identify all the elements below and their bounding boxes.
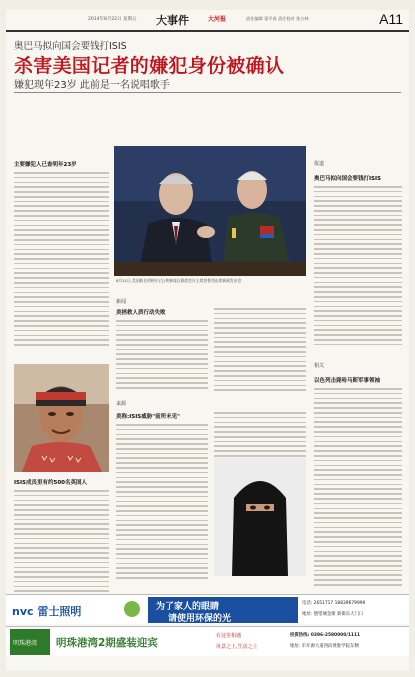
- editor-credits: 责任编辑 梁平春 责任校对 张万林: [246, 16, 309, 21]
- right-column-text-1: [314, 186, 402, 349]
- center-section2-title: 美称:ISIS威胁"前所未见": [116, 414, 180, 420]
- nvc-slogan-box: [148, 597, 298, 623]
- officials-photo: [114, 146, 306, 276]
- ad2-phone: 投资热线: 0396-2580000/1111: [290, 633, 361, 638]
- center-text-col-a: [116, 320, 208, 392]
- leaf-logo-icon: [124, 601, 140, 617]
- ad1-phone: 电话: 2651717 18839679999: [302, 601, 366, 606]
- paper-logo: 大河报: [208, 16, 227, 23]
- right-label-1: 报道: [314, 161, 325, 167]
- suspect-portrait: [14, 364, 109, 472]
- slogan-line-2: 请使用环保的光: [168, 614, 232, 624]
- right-title-1: 奥巴马拟向国会要钱打ISIS: [314, 176, 382, 182]
- center-text-col-c: [116, 424, 208, 582]
- left-column-title-2: ISIS成员里有约500名英国人: [14, 480, 87, 486]
- masked-suspect-photo: [214, 458, 306, 576]
- center-text-col-b: [214, 308, 306, 394]
- page-number: A11: [379, 11, 403, 27]
- left-column-text-top: [14, 172, 109, 349]
- left-column-title: 主要嫌犯人已查明年23岁: [14, 162, 77, 168]
- ad-banner-pearl[interactable]: [6, 626, 409, 656]
- ad2-address: 地址: 市开源大道西段黄淮学院东侧: [290, 644, 359, 649]
- headline-rule: [14, 92, 401, 93]
- section-name: 大事件: [156, 14, 189, 27]
- right-title-2: 以色列击毙哈马斯军事领袖: [314, 378, 381, 384]
- press-conference-photo: [114, 146, 306, 276]
- main-headline: 杀害美国记者的嫌犯身份被确认: [14, 55, 285, 77]
- subheadline: 嫌犯现年23岁 此前是一名说唱歌手: [14, 80, 170, 91]
- right-column-text-2: [314, 388, 402, 589]
- ad2-tagline-1: 在这里相遇: [216, 633, 242, 639]
- slogan-line-1: 为了家人的眼睛: [156, 602, 220, 612]
- center-photo-caption: 8月21日,美国防长哈格尔(左)和参谋长联席会议主席登普西出席新闻发布会: [116, 278, 242, 283]
- masked-figure: [214, 458, 306, 576]
- ad-banner-nvc[interactable]: [6, 594, 409, 624]
- issue-date: 2014年8月22日 星期五: [88, 17, 137, 22]
- ad2-tagline-2: 风景之上,生活之上: [216, 644, 258, 650]
- center-section2-label: 来源: [116, 401, 127, 407]
- ad2-title: 明珠港湾2期盛装迎宾: [56, 637, 158, 649]
- kicker-line: 奥巴马拟向国会要钱打ISIS: [14, 41, 127, 52]
- pearl-logo-text: 明珠港湾: [13, 640, 38, 647]
- left-column-text-bottom: [14, 490, 109, 595]
- ad1-address: 地址: 德望城金街 新街东大门口: [302, 612, 364, 617]
- newspaper-page: [6, 10, 409, 670]
- center-section-title: 美拯救人质行动失败: [116, 310, 166, 316]
- pearl-logo: [10, 629, 50, 655]
- center-text-col-d: [214, 412, 306, 460]
- right-label-2: 相关: [314, 363, 325, 369]
- nvc-logo: nvc 雷士照明: [12, 605, 82, 618]
- page-header: [6, 10, 409, 32]
- suspect-photo: [14, 364, 109, 472]
- center-section-label: 新闻: [116, 299, 127, 305]
